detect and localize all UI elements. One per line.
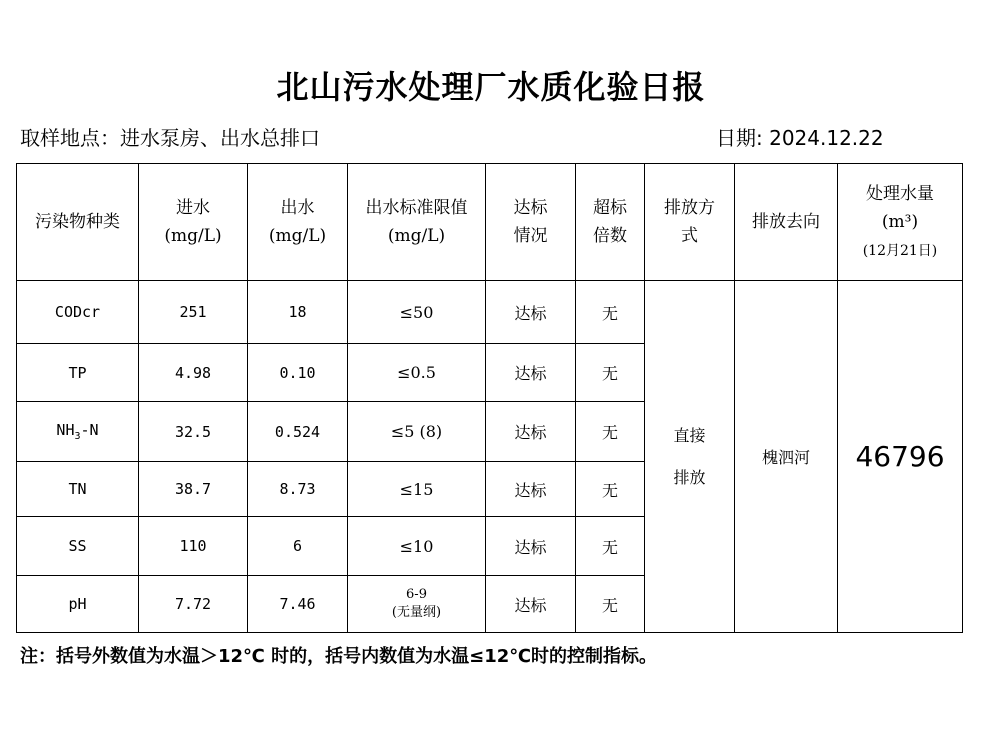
discharge-method: 直接 排放	[645, 281, 735, 633]
exceed-ratio: 无	[576, 517, 645, 576]
compliance-status: 达标	[486, 576, 576, 633]
pollutant-name: $NH_3-N$	[17, 402, 139, 462]
limit-value: ≤5 (8)	[348, 402, 486, 462]
inflow-value: 32.5	[139, 402, 248, 462]
exceed-ratio: 无	[576, 576, 645, 633]
table-row	[17, 281, 963, 344]
inflow-value: 7.72	[139, 576, 248, 633]
treated-volume: 46796	[838, 281, 963, 633]
limit-value: ≤0.5	[348, 344, 486, 402]
outflow-value: 0.524	[248, 402, 348, 462]
outflow-value: 7.46	[248, 576, 348, 633]
limit-value: 6-9 (无量纲)	[348, 576, 486, 633]
header-row	[17, 164, 963, 281]
limit-value: ≤10	[348, 517, 486, 576]
pollutant-name: SS	[17, 517, 139, 576]
outflow-value: 6	[248, 517, 348, 576]
compliance-status: 达标	[486, 281, 576, 344]
header-pollutant: 污染物种类	[17, 164, 139, 281]
inflow-value: 251	[139, 281, 248, 344]
pollutant-name: TP	[17, 344, 139, 402]
pollutant-name: TN	[17, 462, 139, 517]
header-outflow: 出水 (mg/L)	[248, 164, 348, 281]
inflow-value: 38.7	[139, 462, 248, 517]
limit-value: ≤50	[348, 281, 486, 344]
header-treated-volume: 处理水量 (m³) (12月21日)	[838, 164, 963, 281]
discharge-destination: 槐泗河	[735, 281, 838, 633]
exceed-ratio: 无	[576, 402, 645, 462]
pollutant-name: CODcr	[17, 281, 139, 344]
outflow-value: 18	[248, 281, 348, 344]
outflow-value: 8.73	[248, 462, 348, 517]
water-quality-table	[16, 163, 963, 633]
exceed-ratio: 无	[576, 462, 645, 517]
header-compliance: 达标 情况	[486, 164, 576, 281]
compliance-status: 达标	[486, 402, 576, 462]
header-discharge-method: 排放方 式	[645, 164, 735, 281]
footnote: 注：括号外数值为水温＞12℃ 时的，括号内数值为水温≤12℃时的控制指标。	[20, 646, 658, 667]
header-exceed-ratio: 超标 倍数	[576, 164, 645, 281]
inflow-value: 4.98	[139, 344, 248, 402]
compliance-status: 达标	[486, 517, 576, 576]
pollutant-name: pH	[17, 576, 139, 633]
exceed-ratio: 无	[576, 344, 645, 402]
report-date: 日期: 2024.12.22	[716, 126, 884, 150]
compliance-status: 达标	[486, 344, 576, 402]
sampling-location: 取样地点：进水泵房、出水总排口	[20, 126, 320, 150]
compliance-status: 达标	[486, 462, 576, 517]
report-title: 北山污水处理厂水质化验日报	[276, 68, 706, 106]
exceed-ratio: 无	[576, 281, 645, 344]
header-inflow: 进水 (mg/L)	[139, 164, 248, 281]
outflow-value: 0.10	[248, 344, 348, 402]
header-limit: 出水标准限值 (mg/L)	[348, 164, 486, 281]
inflow-value: 110	[139, 517, 248, 576]
header-discharge-destination: 排放去向	[735, 164, 838, 281]
limit-value: ≤15	[348, 462, 486, 517]
